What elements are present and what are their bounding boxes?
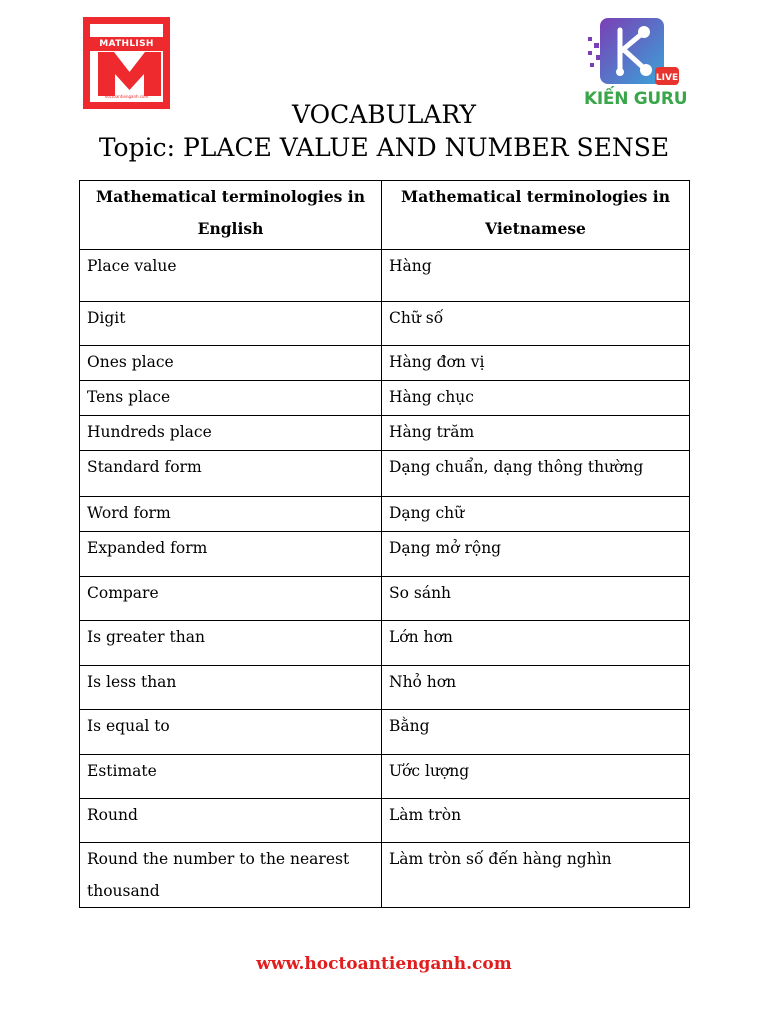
term-vietnamese: Hàng đơn vị [382,346,690,381]
table-row [80,302,690,346]
page-topic: Topic: PLACE VALUE AND NUMBER SENSE [98,133,670,162]
live-badge: LIVE [655,67,679,85]
header-vietnamese: Mathematical terminologies in Vietnamese [382,181,690,250]
page-title: VOCABULARY [292,100,476,129]
term-english: Estimate [80,755,382,799]
mathlish-logo [83,17,170,109]
term-english: Compare [80,577,382,621]
term-english: Hundreds place [80,416,382,451]
term-vietnamese: Hàng chục [382,381,690,416]
kien-guru-brand: KIẾN GURU [584,89,688,109]
term-vietnamese: Hàng [382,250,690,302]
mathlish-logo-url: hoctoantienganh.com [104,94,149,99]
table-header-row [80,181,690,250]
term-english: Expanded form [80,532,382,577]
term-english: Ones place [80,346,382,381]
m-letter-icon [92,52,167,96]
term-vietnamese: Làm tròn số đến hàng nghìn [382,843,690,908]
term-english: Place value [80,250,382,302]
table-row [80,621,690,666]
term-vietnamese: Bằng [382,710,690,755]
table-row [80,381,690,416]
term-english: Round the number to the nearest thousand [80,843,382,908]
term-vietnamese: Lớn hơn [382,621,690,666]
table-row [80,666,690,710]
table-row [80,710,690,755]
term-english: Standard form [80,451,382,497]
term-vietnamese: Dạng chữ [382,497,690,532]
term-vietnamese: Chữ số [382,302,690,346]
table-row [80,532,690,577]
term-english: Is equal to [80,710,382,755]
mathlish-logo-text: MATHLISH [90,37,163,51]
term-english: Round [80,799,382,843]
term-vietnamese: Hàng trăm [382,416,690,451]
term-vietnamese: Làm tròn [382,799,690,843]
table-row [80,416,690,451]
term-english: Is less than [80,666,382,710]
table-row [80,755,690,799]
term-vietnamese: Ước lượng [382,755,690,799]
table-row [80,799,690,843]
term-english: Word form [80,497,382,532]
table-row [80,451,690,497]
term-vietnamese: Dạng chuẩn, dạng thông thường [382,451,690,497]
table-row [80,346,690,381]
term-english: Tens place [80,381,382,416]
term-english: Is greater than [80,621,382,666]
header-english: Mathematical terminologies in English [80,181,382,250]
table-row [80,577,690,621]
table-row [80,843,690,908]
table-row [80,497,690,532]
term-vietnamese: So sánh [382,577,690,621]
website-link[interactable]: www.hoctoantienganh.com [256,954,512,974]
vocabulary-table [79,180,690,908]
term-english: Digit [80,302,382,346]
term-vietnamese: Nhỏ hơn [382,666,690,710]
term-vietnamese: Dạng mở rộng [382,532,690,577]
table-row [80,250,690,302]
